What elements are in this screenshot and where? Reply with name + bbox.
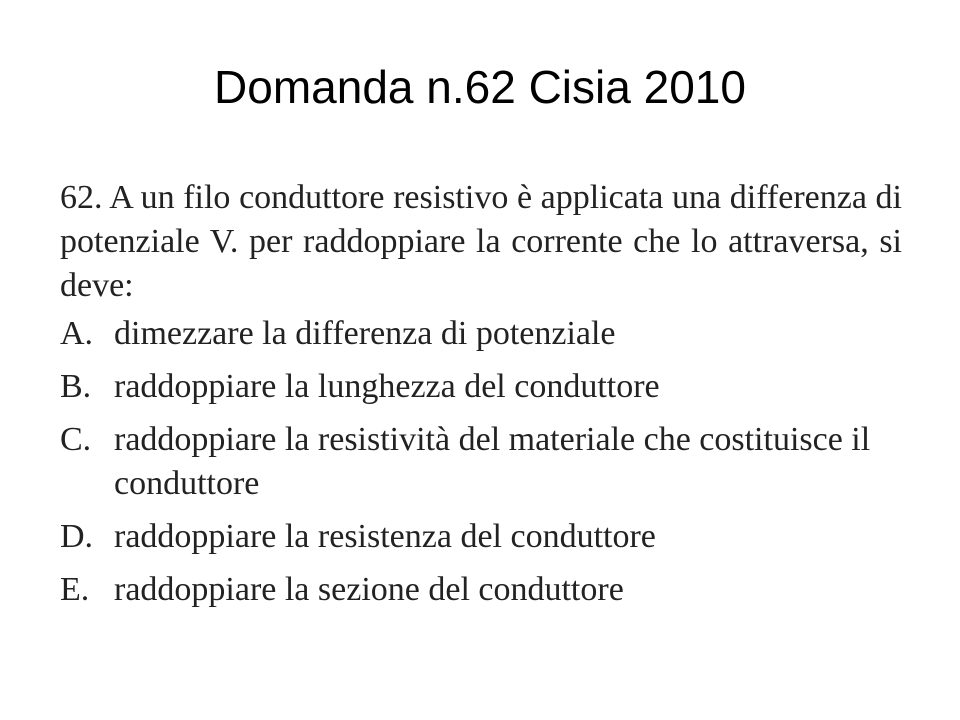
question-stem: 62. A un filo conduttore resistivo è applicata una differenza di potenziale V. per raddoppiare la corrente che lo attraversa, si deve:: [60, 179, 902, 304]
options-list: [60, 312, 902, 612]
option-d: [60, 515, 902, 559]
option-text: raddoppiare la lunghezza del conduttore: [114, 368, 660, 405]
option-text: raddoppiare la resistività del materiale che costituisce il conduttore: [114, 421, 871, 502]
option-letter: C.: [60, 421, 92, 458]
question-body: [60, 176, 902, 621]
option-c: [60, 418, 902, 506]
option-letter: A.: [60, 315, 94, 352]
option-text: raddoppiare la sezione del conduttore: [114, 571, 624, 608]
option-b: [60, 365, 902, 409]
slide-title: Domanda n.62 Cisia 2010: [214, 61, 746, 113]
option-e: [60, 568, 902, 612]
option-letter: B.: [60, 368, 92, 405]
option-a: [60, 312, 902, 356]
option-text: dimezzare la differenza di potenziale: [114, 315, 616, 352]
option-text: raddoppiare la resistenza del conduttore: [114, 518, 656, 555]
option-letter: E.: [60, 571, 90, 608]
option-letter: D.: [60, 518, 94, 555]
